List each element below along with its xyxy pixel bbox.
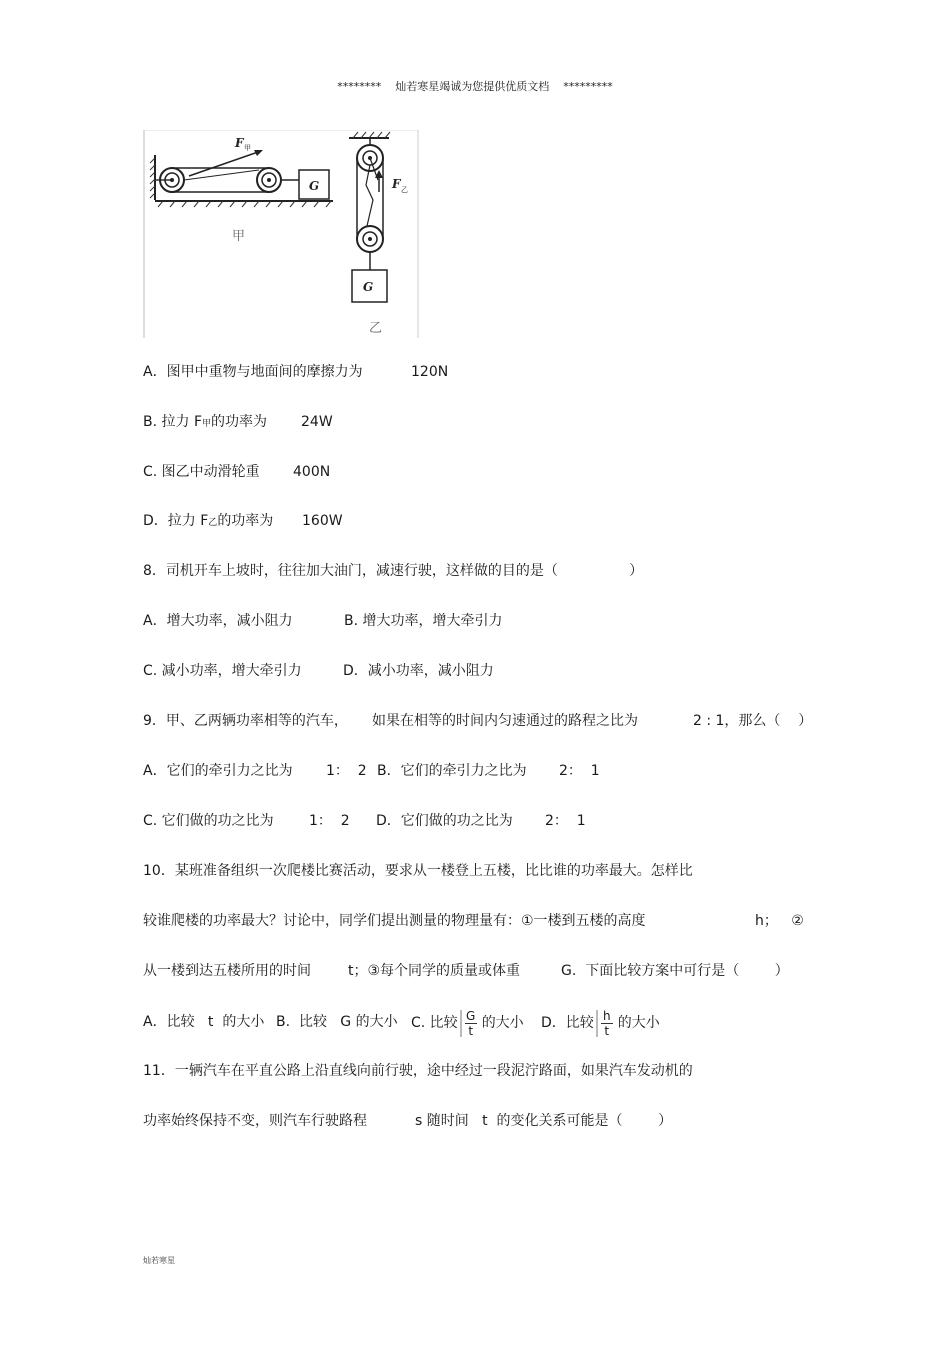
force-jia-label: F [235,136,244,150]
q7-a-value: 120N [411,364,449,380]
q7-option-b [143,412,843,432]
q9-option-b: B．它们的牵引力之比为 [377,763,527,779]
q9-option-c: C. 它们做的功之比为 [143,813,274,829]
q8-option-a: A．增大功率，减小阻力 [143,613,293,629]
q10-option-a: A．比较 t 的大小 [143,1014,265,1030]
q7-d-prefix: D．拉力 F [143,513,209,529]
fraction-denominator: t [604,1023,610,1038]
q7-b-prefix: B. 拉力 F [143,414,203,430]
fraction-denominator: t [468,1023,474,1038]
block-g-jia: G [309,179,320,193]
q10-options [143,1008,843,1040]
q7-b-value: 24W [301,414,333,430]
q8-options-row2 [143,661,843,681]
q9-stem-part1: 9．甲、乙两辆功率相等的汽车， [143,713,348,729]
q7-option-c [143,462,843,482]
force-yi-sub: 乙 [401,186,408,194]
q9-option-b-ratio: 2： 1 [559,763,600,779]
q7-b-mid: 的功率为 [211,414,268,430]
q9-stem-part3: 2 : 1，那么（ ） [693,713,813,729]
q7-c-text: C. 图乙中动滑轮重 [143,464,260,480]
q10-stem-line3-part1: 从一楼到达五楼所用的时间 [143,963,311,979]
q9-option-a-ratio: 1： 2 [326,763,367,779]
q10-option-c-suffix: 的大小 [481,1015,524,1031]
q9-option-a: A．它们的牵引力之比为 [143,763,293,779]
q7-a-text: A．图甲中重物与地面间的摩擦力为 [143,364,363,380]
q10-option-c-label: C. 比较 [411,1015,458,1031]
q7-b-sub: 甲 [202,419,212,429]
q10-option-c [411,1008,524,1038]
fraction-h-over-t [596,1010,616,1037]
q8-options-row1 [143,611,843,631]
q7-c-value: 400N [293,464,331,480]
q10-stem-line1: 10．某班准备组织一次爬楼比赛活动，要求从一楼登上五楼，比比谁的功率最大。怎样比 [143,863,693,879]
q7-option-d [143,511,843,531]
pulley-diagram [143,130,419,338]
force-yi-label: F [392,177,401,191]
q8-option-b: B. 增大功率，增大牵引力 [344,613,503,629]
fraction-g-over-t [460,1010,480,1037]
fraction-numerator: h [602,1008,611,1023]
q7-option-a [143,362,843,382]
q9-options-row1 [143,761,843,781]
q10-stem-line3-part3: G. 下面比较方案中可行是（ ） [561,963,789,979]
q7-d-sub: 乙 [208,518,218,528]
q10-option-d [541,1008,660,1038]
q10-stem-line2 [143,911,823,931]
force-jia-sub: 甲 [244,144,251,152]
q9-option-c-ratio: 1： 2 [309,813,350,829]
q9-options-row2 [143,811,843,831]
q10-option-d-label: D．比较 [541,1015,594,1031]
figure-label-jia: 甲 [232,229,246,244]
q9-option-d-ratio: 2： 1 [545,813,586,829]
q10-stem-line3-part2: t；③每个同学的质量或体重 [348,963,521,979]
q10-stem-line2-text: 较谁爬楼的功率最大？讨论中，同学们提出测量的物理量有：①一楼到五楼的高度 [143,913,646,929]
q10-option-b: B. 比较 G 的大小 [276,1014,398,1030]
q8-stem: 8．司机开车上坡时，往往加大油门，减速行驶，这样做的目的是（ ） [143,563,644,579]
q7-d-mid: 的功率为 [217,513,274,529]
q10-stem-line3 [143,961,823,981]
q11-stem-line1: 11．一辆汽车在平直公路上沿直线向前行驶，途中经过一段泥泞路面，如果汽车发动机的 [143,1063,693,1079]
page-header: ******** 灿若寒星竭诚为您提供优质文档 ********* [337,80,613,93]
fraction-numerator: G [466,1008,476,1023]
q10-option-d-suffix: 的大小 [617,1015,660,1031]
q9-stem [143,711,823,731]
q11-stem-line2-part2: s 随时间 t 的变化关系可能是（ ） [415,1113,673,1129]
pulley-figure [143,130,419,338]
q11-stem-line2-part1: 功率始终保持不变，则汽车行驶路程 [143,1113,367,1129]
q7-d-text [143,511,273,533]
q10-stem-line2-end: h； ② [755,913,804,929]
figure-label-yi: 乙 [369,321,383,336]
q7-d-value: 160W [302,513,343,529]
q8-option-d: D．减小功率，减小阻力 [343,663,494,679]
page-footer: 灿若寒星 [143,1256,175,1265]
block-g-yi: G [363,280,374,294]
q9-stem-part2: 如果在相等的时间内匀速通过的路程之比为 [372,713,638,729]
q7-b-text [143,412,267,434]
q8-option-c: C. 减小功率，增大牵引力 [143,663,302,679]
q11-stem-line2 [143,1111,843,1131]
q9-option-d: D．它们做的功之比为 [376,813,513,829]
